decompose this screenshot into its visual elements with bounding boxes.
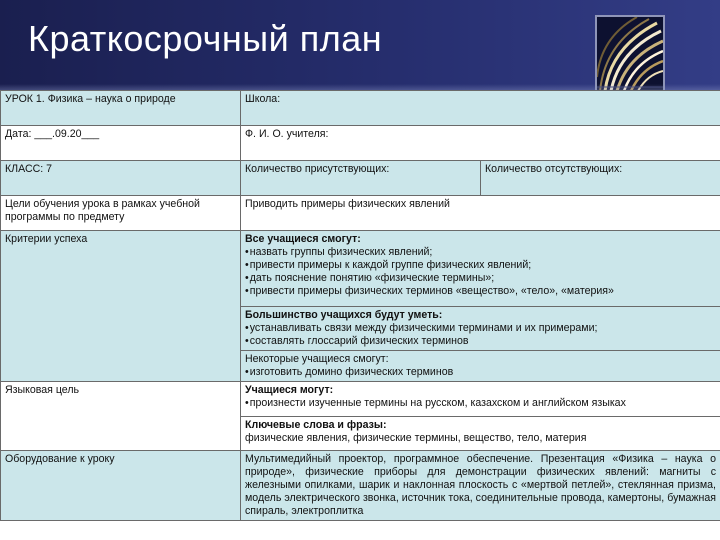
list-item: • привести примеры физических терминов «вещество», «тело», «материя» — [245, 285, 716, 298]
list-item: • произнести изученные термины на русском, казахском и английском языках — [245, 397, 716, 410]
list-item: • привести примеры к каждой группе физических явлений; — [245, 259, 716, 272]
class-cell: КЛАСС: 7 — [1, 161, 241, 196]
absent-cell: Количество отсутствующих: — [481, 161, 720, 196]
language-goal-label-cell: Языковая цель — [1, 382, 241, 451]
list-item: • изготовить домино физических терминов — [245, 366, 716, 379]
list-item: • назвать группы физических явлений; — [245, 246, 716, 259]
goals-label-cell: Цели обучения урока в рамках учебной программы по предмету — [1, 196, 241, 231]
lesson-cell: УРОК 1. Физика – наука о природе — [1, 91, 241, 126]
keywords-cell — [241, 417, 720, 451]
all-list — [245, 246, 716, 298]
criteria-label-cell: Критерии успеха — [1, 231, 241, 382]
book-pages-image — [595, 15, 665, 90]
most-heading: Большинство учащихся будут уметь: — [245, 309, 443, 321]
all-heading: Все учащиеся смогут: — [245, 233, 361, 245]
language-heading: Учащиеся могут: — [245, 384, 334, 396]
most-list — [245, 322, 716, 348]
some-list — [245, 366, 716, 379]
school-cell: Школа: — [241, 91, 720, 126]
keywords-heading: Ключевые слова и фразы: — [245, 419, 387, 431]
some-heading: Некоторые учащиеся смогут: — [245, 353, 389, 365]
equipment-cell: Мультимедийный проектор, программное обеспечение. Презентация «Физика – наука о природе», физические приборы для демонстрации физических явлений: магниты с железными опилками, шарик и наклонная плоскость с «мертвой петлей», стеклянная призма, модель электрического звонка, источник тока, соединительные провода, камертоны, бумажная спираль, электроплитка — [241, 451, 720, 521]
lesson-plan-table — [0, 90, 720, 521]
slide-header — [0, 0, 720, 90]
present-cell: Количество присутствующих: — [241, 161, 481, 196]
slide-title: Краткосрочный план — [28, 18, 383, 59]
date-cell: Дата: ___.09.20___ — [1, 126, 241, 161]
teacher-cell: Ф. И. О. учителя: — [241, 126, 720, 161]
keywords-text: физические явления, физические термины, вещество, тело, материя — [245, 432, 587, 444]
language-goal-cell — [241, 382, 720, 417]
equipment-label-cell: Оборудование к уроку — [1, 451, 241, 521]
criteria-all-cell — [241, 231, 720, 307]
criteria-most-cell — [241, 307, 720, 351]
list-item: • устанавливать связи между физическими терминами и их примерами; — [245, 322, 716, 335]
criteria-some-cell — [241, 351, 720, 382]
language-list — [245, 397, 716, 410]
goals-value-cell: Приводить примеры физических явлений — [241, 196, 720, 231]
list-item: • составлять глоссарий физических терминов — [245, 335, 716, 348]
list-item: • дать пояснение понятию «физические термины»; — [245, 272, 716, 285]
